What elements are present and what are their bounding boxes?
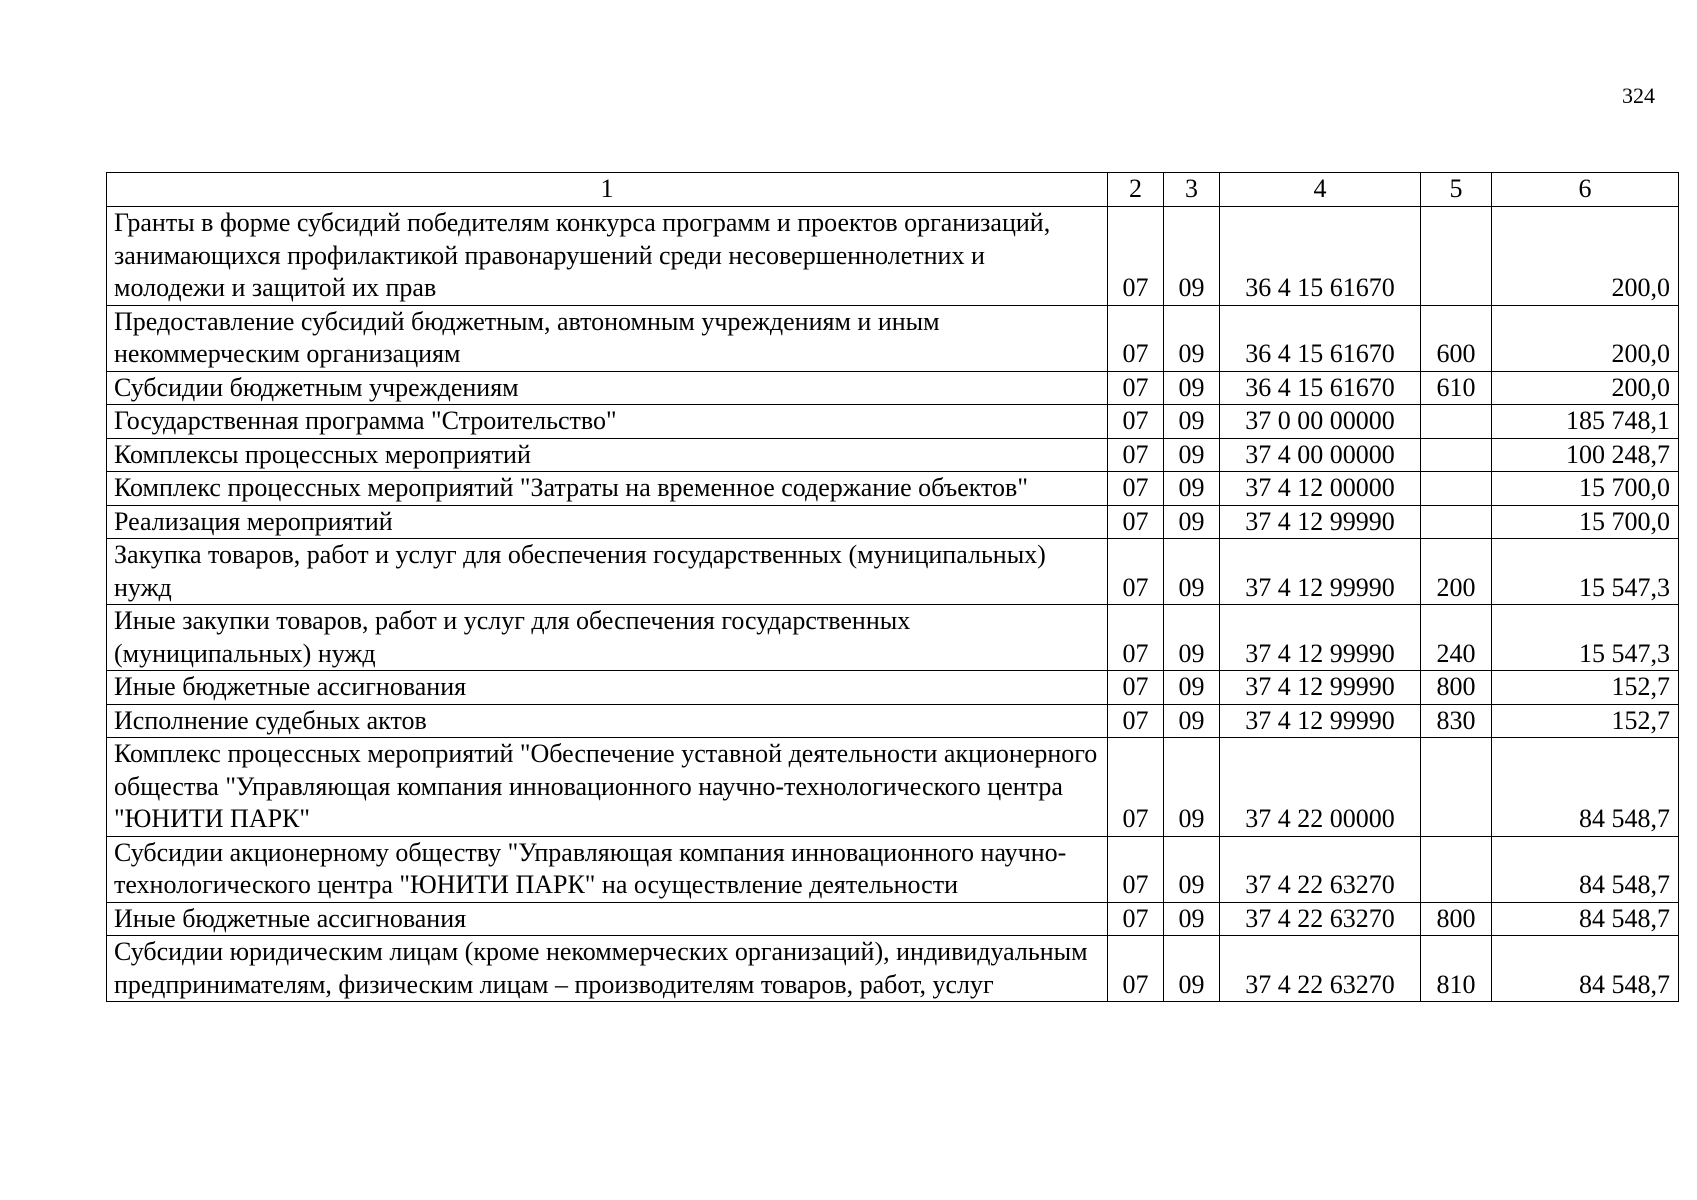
table-row <box>107 671 1679 705</box>
row-expense-type-cell <box>1421 438 1492 472</box>
column-header: 6 <box>1492 173 1679 207</box>
row-subsection-cell: 09 <box>1164 738 1220 837</box>
row-csr-cell: 37 4 12 99990 <box>1220 505 1421 539</box>
row-csr-cell: 37 0 00 00000 <box>1220 405 1421 439</box>
row-amount-cell: 152,7 <box>1492 704 1679 738</box>
row-csr-cell: 37 4 22 00000 <box>1220 738 1421 837</box>
row-amount-cell: 185 748,1 <box>1492 405 1679 439</box>
row-expense-type-cell: 600 <box>1421 305 1492 371</box>
row-section-cell: 07 <box>1108 472 1164 506</box>
row-section-cell: 07 <box>1108 405 1164 439</box>
row-subsection-cell: 09 <box>1164 704 1220 738</box>
row-subsection-cell: 09 <box>1164 605 1220 671</box>
table-row <box>107 605 1679 671</box>
row-subsection-cell: 09 <box>1164 836 1220 902</box>
row-expense-type-cell: 830 <box>1421 704 1492 738</box>
row-expense-type-cell <box>1421 207 1492 306</box>
row-name-cell: Комплекс процессных мероприятий "Обеспечение уставной деятельности акционерного общества "Управляющая компания инновационного научно-технологического центра "ЮНИТИ ПАРК" <box>107 738 1108 837</box>
row-section-cell: 07 <box>1108 704 1164 738</box>
row-section-cell: 07 <box>1108 902 1164 936</box>
row-name-cell: Государственная программа "Строительство" <box>107 405 1108 439</box>
table-row <box>107 438 1679 472</box>
row-section-cell: 07 <box>1108 505 1164 539</box>
row-section-cell: 07 <box>1108 836 1164 902</box>
row-amount-cell: 84 548,7 <box>1492 836 1679 902</box>
row-expense-type-cell: 610 <box>1421 371 1492 405</box>
row-subsection-cell: 09 <box>1164 671 1220 705</box>
row-expense-type-cell: 810 <box>1421 936 1492 1002</box>
row-name-cell: Субсидии бюджетным учреждениям <box>107 371 1108 405</box>
row-section-cell: 07 <box>1108 539 1164 605</box>
row-expense-type-cell <box>1421 738 1492 837</box>
row-amount-cell: 200,0 <box>1492 305 1679 371</box>
table-row <box>107 902 1679 936</box>
row-expense-type-cell <box>1421 472 1492 506</box>
row-name-cell: Субсидии акционерному обществу "Управляющая компания инновационного научно-технологического центра "ЮНИТИ ПАРК" на осуществление деятельности <box>107 836 1108 902</box>
budget-table <box>106 172 1679 1002</box>
row-subsection-cell: 09 <box>1164 438 1220 472</box>
column-header: 5 <box>1421 173 1492 207</box>
row-name-cell: Закупка товаров, работ и услуг для обеспечения государственных (муниципальных) нужд <box>107 539 1108 605</box>
row-amount-cell: 100 248,7 <box>1492 438 1679 472</box>
table-row <box>107 305 1679 371</box>
row-amount-cell: 15 547,3 <box>1492 539 1679 605</box>
row-expense-type-cell <box>1421 836 1492 902</box>
row-name-cell: Реализация мероприятий <box>107 505 1108 539</box>
row-amount-cell: 15 700,0 <box>1492 472 1679 506</box>
row-amount-cell: 152,7 <box>1492 671 1679 705</box>
row-section-cell: 07 <box>1108 671 1164 705</box>
row-name-cell: Предоставление субсидий бюджетным, автономным учреждениям и иным некоммерческим организациям <box>107 305 1108 371</box>
row-name-cell: Иные бюджетные ассигнования <box>107 902 1108 936</box>
row-amount-cell: 84 548,7 <box>1492 936 1679 1002</box>
row-subsection-cell: 09 <box>1164 539 1220 605</box>
row-amount-cell: 15 547,3 <box>1492 605 1679 671</box>
row-expense-type-cell <box>1421 505 1492 539</box>
column-header: 2 <box>1108 173 1164 207</box>
row-section-cell: 07 <box>1108 605 1164 671</box>
row-section-cell: 07 <box>1108 936 1164 1002</box>
row-subsection-cell: 09 <box>1164 472 1220 506</box>
row-csr-cell: 37 4 22 63270 <box>1220 902 1421 936</box>
table-row <box>107 472 1679 506</box>
row-section-cell: 07 <box>1108 207 1164 306</box>
table-row <box>107 505 1679 539</box>
row-expense-type-cell <box>1421 405 1492 439</box>
row-subsection-cell: 09 <box>1164 207 1220 306</box>
table-row <box>107 936 1679 1002</box>
row-subsection-cell: 09 <box>1164 371 1220 405</box>
row-csr-cell: 37 4 12 99990 <box>1220 704 1421 738</box>
table-row <box>107 207 1679 306</box>
table-row <box>107 738 1679 837</box>
row-amount-cell: 15 700,0 <box>1492 505 1679 539</box>
row-section-cell: 07 <box>1108 738 1164 837</box>
row-expense-type-cell: 240 <box>1421 605 1492 671</box>
row-section-cell: 07 <box>1108 305 1164 371</box>
row-expense-type-cell: 200 <box>1421 539 1492 605</box>
row-section-cell: 07 <box>1108 371 1164 405</box>
table-row <box>107 704 1679 738</box>
row-name-cell: Иные закупки товаров, работ и услуг для обеспечения государственных (муниципальных) нужд <box>107 605 1108 671</box>
table-row <box>107 836 1679 902</box>
row-section-cell: 07 <box>1108 438 1164 472</box>
row-amount-cell: 84 548,7 <box>1492 738 1679 837</box>
row-subsection-cell: 09 <box>1164 902 1220 936</box>
row-name-cell: Комплексы процессных мероприятий <box>107 438 1108 472</box>
row-name-cell: Исполнение судебных актов <box>107 704 1108 738</box>
row-subsection-cell: 09 <box>1164 305 1220 371</box>
row-subsection-cell: 09 <box>1164 405 1220 439</box>
row-subsection-cell: 09 <box>1164 936 1220 1002</box>
row-name-cell: Иные бюджетные ассигнования <box>107 671 1108 705</box>
table-row <box>107 405 1679 439</box>
column-header: 1 <box>107 173 1108 207</box>
row-amount-cell: 200,0 <box>1492 371 1679 405</box>
row-csr-cell: 37 4 12 99990 <box>1220 605 1421 671</box>
row-amount-cell: 200,0 <box>1492 207 1679 306</box>
row-csr-cell: 36 4 15 61670 <box>1220 305 1421 371</box>
row-csr-cell: 37 4 22 63270 <box>1220 836 1421 902</box>
row-csr-cell: 37 4 12 00000 <box>1220 472 1421 506</box>
page-number: 324 <box>1622 83 1655 108</box>
row-subsection-cell: 09 <box>1164 505 1220 539</box>
column-header: 4 <box>1220 173 1421 207</box>
row-name-cell: Гранты в форме субсидий победителям конкурса программ и проектов организаций, занимающихся профилактикой правонарушений среди несовершеннолетних и молодежи и защитой их прав <box>107 207 1108 306</box>
table-row <box>107 539 1679 605</box>
row-csr-cell: 37 4 12 99990 <box>1220 539 1421 605</box>
row-expense-type-cell: 800 <box>1421 671 1492 705</box>
row-name-cell: Комплекс процессных мероприятий "Затраты на временное содержание объектов" <box>107 472 1108 506</box>
row-csr-cell: 37 4 22 63270 <box>1220 936 1421 1002</box>
row-csr-cell: 37 4 00 00000 <box>1220 438 1421 472</box>
row-amount-cell: 84 548,7 <box>1492 902 1679 936</box>
row-expense-type-cell: 800 <box>1421 902 1492 936</box>
row-csr-cell: 37 4 12 99990 <box>1220 671 1421 705</box>
table-row <box>107 371 1679 405</box>
column-header: 3 <box>1164 173 1220 207</box>
row-csr-cell: 36 4 15 61670 <box>1220 207 1421 306</box>
row-name-cell: Субсидии юридическим лицам (кроме некоммерческих организаций), индивидуальным предпринимателям, физическим лицам – производителям товаров, работ, услуг <box>107 936 1108 1002</box>
row-csr-cell: 36 4 15 61670 <box>1220 371 1421 405</box>
table-header-row <box>107 173 1679 207</box>
